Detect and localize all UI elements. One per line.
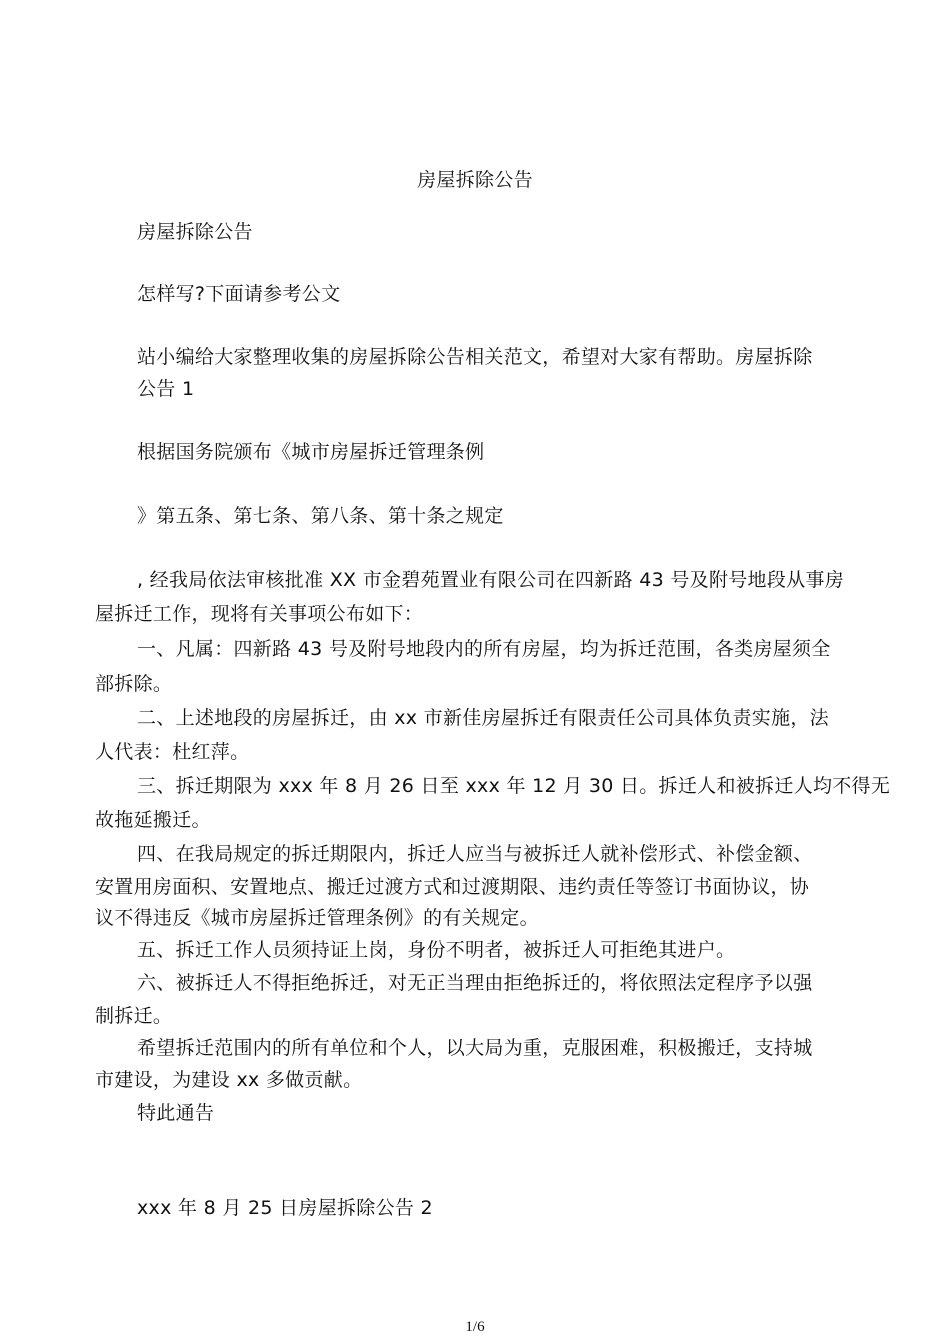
text-line: 安置用房面积、安置地点、搬迁过渡方式和过渡期限、违约责任等签订书面协议，协	[95, 876, 810, 898]
text-line: 四、在我局规定的拆迁期限内，拆迁人应当与被拆迁人就补偿形式、补偿金额、	[137, 843, 813, 865]
text-line: 五、拆迁工作人员须持证上岗，身份不明者，被拆迁人可拒绝其进户。	[137, 939, 736, 961]
text-line: 屋拆迁工作，现将有关事项公布如下：	[95, 603, 424, 625]
text-line: 公告 1	[137, 378, 195, 400]
document-title: 房屋拆除公告	[417, 169, 533, 191]
text-line: 议不得违反《城市房屋拆迁管理条例》的有关规定。	[95, 907, 539, 929]
text-line: 市建设，为建设 xx 多做贡献。	[95, 1069, 363, 1091]
text-line: 》第五条、第七条、第八条、第十条之规定	[137, 505, 504, 527]
text-line: 一、凡属：四新路 43 号及附号地段内的所有房屋，均为拆迁范围，各类房屋须全	[137, 638, 831, 660]
text-line: 希望拆迁范围内的所有单位和个人，以大局为重，克服困难，积极搬迁，支持城	[137, 1037, 813, 1059]
text-line: 故拖延搬迁。	[95, 809, 211, 831]
text-line: , 经我局依法审核批准 XX 市金碧苑置业有限公司在四新路 43 号及附号地段从事房	[137, 569, 845, 591]
text-line: 站小编给大家整理收集的房屋拆除公告相关范文，希望对大家有帮助。房屋拆除	[137, 346, 813, 368]
text-line: 制拆迁。	[95, 1005, 173, 1027]
text-line: 部拆除。	[95, 673, 173, 695]
text-line: 二、上述地段的房屋拆迁，由 xx 市新佳房屋拆迁有限责任公司具体负责实施，法	[137, 707, 829, 729]
page-number: 1/6	[465, 1319, 485, 1335]
text-line: 房屋拆除公告	[137, 221, 253, 243]
text-line: 六、被拆迁人不得拒绝拆迁，对无正当理由拒绝拆迁的，将依照法定程序予以强	[137, 972, 813, 994]
text-line: 特此通告	[137, 1102, 215, 1124]
text-line: 怎样写?下面请参考公文	[137, 283, 341, 305]
text-line: 根据国务院颁布《城市房屋拆迁管理条例	[137, 441, 485, 463]
text-line: 人代表：杜红萍。	[95, 741, 250, 763]
text-line: xxx 年 8 月 25 日房屋拆除公告 2	[137, 1197, 433, 1219]
text-line: 三、拆迁期限为 xxx 年 8 月 26 日至 xxx 年 12 月 30 日。拆迁人和被拆迁人均不得无	[137, 775, 891, 797]
